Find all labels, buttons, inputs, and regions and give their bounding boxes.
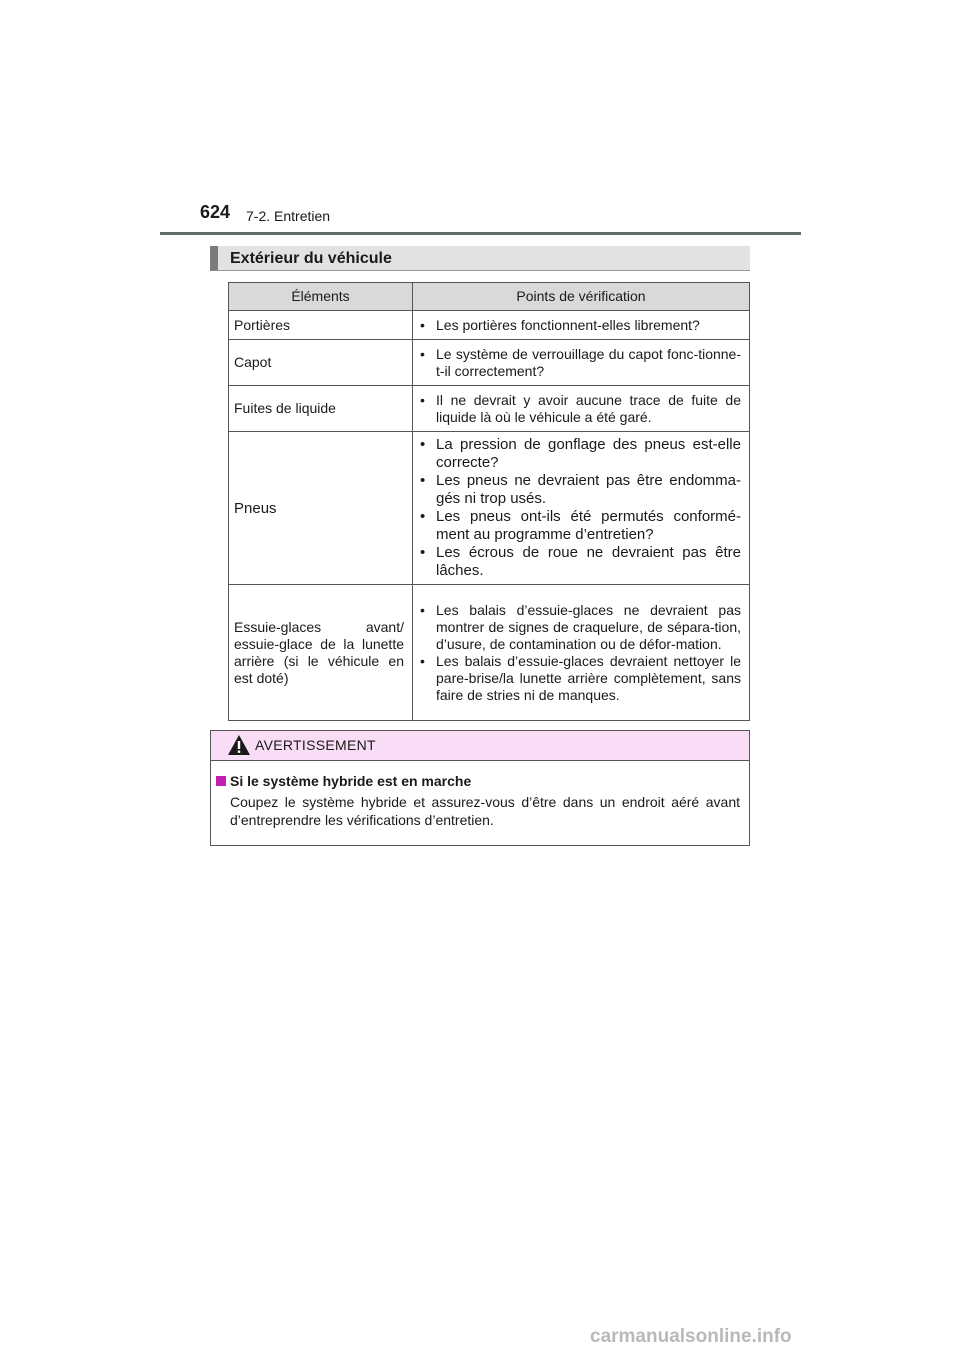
warning-subtitle-line	[216, 773, 471, 789]
warning-triangle-icon	[227, 734, 251, 756]
column-header-points: Points de vérification	[413, 283, 750, 311]
check-point: • Le système de verrouillage du capot fonc-tionne-t-il correctement?	[418, 346, 741, 380]
row-points	[413, 311, 750, 340]
section-title: Extérieur du véhicule	[230, 250, 392, 267]
row-item-hood: Capot	[229, 340, 413, 386]
section-header: 7-2. Entretien	[246, 208, 331, 224]
header-rule	[160, 232, 801, 235]
warning-title: AVERTISSEMENT	[255, 737, 376, 753]
check-point: • La pression de gonflage des pneus est-elle correcte?	[418, 436, 741, 472]
row-points	[413, 585, 750, 721]
warning-box	[210, 730, 750, 846]
warning-text: Coupez le système hybride et assurez-vous d’être dans un endroit aéré avant d’entreprendre les vérifications d’entretien.	[230, 794, 740, 828]
check-point: • Les portières fonctionnent-elles librement?	[418, 317, 741, 334]
table-row	[229, 432, 750, 585]
table-header-row	[229, 283, 750, 311]
check-point: • Il ne devrait y avoir aucune trace de fuite de liquide là où le véhicule a été garé.	[418, 392, 741, 426]
row-points	[413, 432, 750, 585]
check-point: • Les pneus ont-ils été permutés conformé-ment au programme d’entretien?	[418, 508, 741, 544]
row-item-fluid-leaks: Fuites de liquide	[229, 386, 413, 432]
column-header-items: Éléments	[229, 283, 413, 311]
row-item-tires: Pneus	[229, 432, 413, 585]
inspection-table	[228, 282, 750, 721]
row-item-doors: Portières	[229, 311, 413, 340]
warning-header	[211, 731, 749, 761]
table-row	[229, 585, 750, 721]
row-points	[413, 340, 750, 386]
table-row	[229, 386, 750, 432]
check-point: • Les pneus ne devraient pas être endomma-gés ni trop usés.	[418, 472, 741, 508]
check-point: • Les balais d’essuie-glaces devraient nettoyer le pare-brise/la lunette arrière complètement, sans faire de stries ni de manques.	[418, 653, 741, 704]
table-row	[229, 340, 750, 386]
check-point: • Les balais d’essuie-glaces ne devraient pas montrer de signes de craquelure, de sépara-tion, d’usure, de contamination ou de défor-mation.	[418, 602, 741, 653]
warning-subtitle: Si le système hybride est en marche	[230, 773, 472, 789]
page-number: 624	[200, 202, 231, 222]
check-point: • Les écrous de roue ne devraient pas être lâches.	[418, 544, 741, 580]
watermark: carmanualsonline.info	[590, 1326, 792, 1347]
section-title-bar	[210, 246, 750, 271]
row-points	[413, 386, 750, 432]
row-item-wipers: Essuie-glaces avant/ essuie-glace de la lunette arrière (si le véhicule en est doté)	[229, 585, 413, 721]
table-row	[229, 311, 750, 340]
square-bullet-icon	[216, 776, 226, 786]
